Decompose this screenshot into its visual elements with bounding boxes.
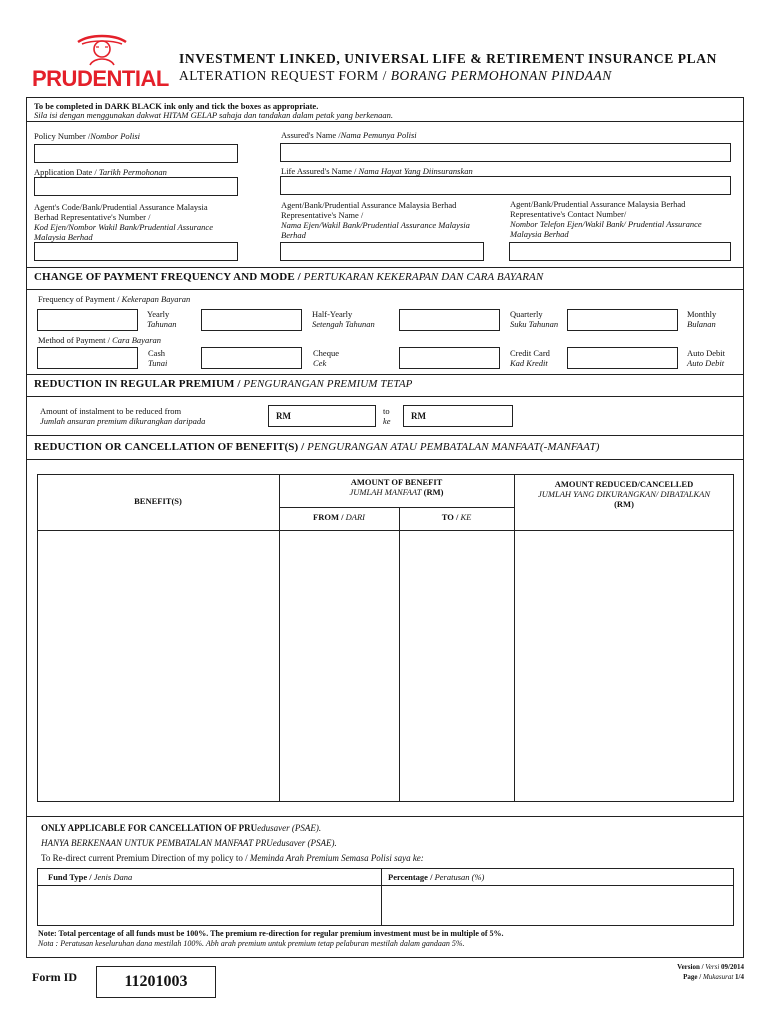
quarterly-my: Suku Tahunan — [510, 319, 559, 329]
from-column-header-en: FROM / — [313, 512, 344, 522]
redirect-label — [41, 853, 424, 863]
to-label — [383, 406, 391, 426]
amount-column-header — [279, 477, 514, 497]
version-label: Version / — [677, 963, 704, 971]
divider — [26, 267, 744, 268]
application-date-label-en: Application Date / — [34, 167, 97, 177]
agent-contact-label-my: Nombor Telefon Ejen/Wakil Bank/ Prudential Assurance Malaysia Berhad — [510, 219, 702, 239]
amount-reduced-label-my: Jumlah ansuran premium dikurangkan daripada — [40, 416, 206, 426]
version-label-my: Versi — [705, 963, 720, 971]
currency-prefix: RM — [411, 411, 426, 421]
reduction-section-title-en: REDUCTION IN REGULAR PREMIUM / — [34, 378, 241, 390]
payment-section-title-en: CHANGE OF PAYMENT FREQUENCY AND MODE / — [34, 271, 301, 283]
agent-code-label-en: Agent's Code/Bank/Prudential Assurance Malaysia Berhad Representative's Number / — [34, 202, 208, 222]
psae-product: edusaver (PSAE). — [257, 823, 322, 833]
psae-notice-en: ONLY APPLICABLE FOR CANCELLATION OF PRU — [41, 823, 258, 833]
application-date-label — [34, 167, 167, 177]
quarterly-en: Quarterly — [510, 309, 543, 319]
divider — [26, 459, 744, 460]
policy-number-label-en: Policy Number / — [34, 131, 91, 141]
form-id-label: Form ID — [32, 970, 77, 984]
life-assured-label — [281, 166, 473, 176]
instructions-my: Sila isi dengan menggunakan dakwat HITAM GELAP sahaja dan tandakan dalam petak yang berkenaan. — [34, 110, 394, 120]
fund-type-entry[interactable] — [38, 886, 381, 925]
cash-option-label — [148, 348, 167, 368]
to-entry-cell[interactable] — [400, 531, 514, 801]
cash-en: Cash — [148, 348, 165, 358]
divider — [26, 374, 744, 375]
agent-name-label — [281, 200, 476, 240]
auto-debit-option-label — [687, 348, 725, 368]
credit-card-my: Kad Kredit — [510, 358, 548, 368]
method-label-my: Cara Bayaran — [112, 335, 162, 345]
monthly-en: Monthly — [687, 309, 717, 319]
benefit-entry-cell[interactable] — [38, 531, 279, 801]
benefits-section-title-en: REDUCTION OR CANCELLATION OF BENEFIT(S) / — [34, 441, 305, 453]
version-value: 09/2014 — [721, 963, 744, 971]
form-title: INVESTMENT LINKED, UNIVERSAL LIFE & RETIREMENT INSURANCE PLAN — [179, 51, 717, 66]
reduction-section-title — [34, 378, 412, 390]
prudence-emblem-icon — [72, 30, 132, 66]
agent-code-label-my: Kod Ejen/Nombor Wakil Bank/Prudential Assurance Malaysia Berhad — [34, 222, 213, 242]
agent-code-field[interactable] — [34, 242, 238, 261]
yearly-en: Yearly — [147, 309, 170, 319]
monthly-option-label — [687, 309, 716, 329]
amount-column-rm: (RM) — [423, 487, 444, 497]
benefit-column-header: BENEFIT(S) — [134, 496, 182, 506]
redirect-label-my: Meminda Arah Premium Semasa Polisi saya ke: — [249, 853, 424, 863]
version-info — [677, 963, 744, 971]
amount-to-field[interactable] — [403, 405, 513, 427]
amount-reduced-label — [40, 406, 205, 426]
to-column-header — [399, 512, 514, 522]
frequency-label-en: Frequency of Payment / — [38, 294, 120, 304]
amount-reduced-label-en: Amount of instalment to be reduced from — [40, 406, 182, 416]
half-yearly-en: Half-Yearly — [312, 309, 353, 319]
form-id-box — [96, 966, 216, 998]
auto-debit-en: Auto Debit — [687, 348, 726, 358]
agent-code-label — [34, 202, 219, 242]
divider — [26, 816, 744, 817]
half-yearly-my: Setengah Tahunan — [312, 319, 375, 329]
half-yearly-option-label — [312, 309, 375, 329]
frequency-label-my: Kekerapan Bayaran — [121, 294, 191, 304]
divider — [26, 435, 744, 436]
reduction-section-title-my: PENGURANGAN PREMIUM TETAP — [240, 378, 413, 390]
assured-name-label — [281, 130, 417, 140]
cheque-en: Cheque — [313, 348, 339, 358]
psae-notice-my — [41, 838, 337, 848]
instructions-en: To be completed in DARK BLACK ink only and tick the boxes as appropriate. — [34, 101, 319, 111]
note-my: Nota : Peratusan keseluruhan dana mestilah 100%. Abh arah premium untuk premium tetap pelaburan mestilah dalam gandaan 5%. — [38, 939, 465, 948]
cheque-checkbox[interactable] — [201, 347, 302, 369]
to-my: ke — [383, 416, 391, 426]
policy-number-field[interactable] — [34, 144, 238, 163]
payment-section-title — [34, 271, 543, 283]
assured-name-field[interactable] — [280, 143, 731, 162]
divider — [26, 396, 744, 397]
credit-card-option-label — [510, 348, 550, 368]
amount-from-field[interactable] — [268, 405, 376, 427]
divider — [26, 121, 744, 122]
subtitle-my: BORANG PERMOHONAN PINDAAN — [386, 68, 612, 83]
application-date-field[interactable] — [34, 177, 238, 196]
percentage-header-my: Peratusan (%) — [434, 872, 485, 882]
page-label: Page / — [683, 973, 702, 981]
agent-name-label-my: Nama Ejen/Wakil Bank/Prudential Assurance Malaysia Berhad — [281, 220, 470, 240]
yearly-my: Tahunan — [147, 319, 177, 329]
agent-contact-label — [510, 199, 735, 239]
quarterly-option-label — [510, 309, 558, 329]
credit-card-en: Credit Card — [510, 348, 550, 358]
credit-card-checkbox[interactable] — [399, 347, 500, 369]
fund-type-header — [48, 872, 132, 882]
monthly-my: Bulanan — [687, 319, 716, 329]
monthly-checkbox[interactable] — [567, 309, 678, 331]
amount-column-header-my-text: JUMLAH MANFAAT — [349, 487, 422, 497]
psae-product-my: edusaver (PSAE). — [272, 838, 337, 848]
psae-notice-my-text: HANYA BERKENAAN UNTUK PEMBATALAN MANFAAT PRU — [41, 838, 273, 848]
page-label-my: Mukasurat — [702, 973, 734, 981]
amount-column-header-my — [279, 487, 514, 497]
brand-name: PRUDENTIAL — [32, 66, 169, 91]
note-en: Note: Total percentage of all funds must be 100%. The premium re-direction for regular premium investment must be in multiple of 5%. — [38, 929, 504, 938]
life-assured-label-my: Nama Hayat Yang Diinsuranskan — [358, 166, 473, 176]
form-subtitle — [179, 68, 612, 84]
quarterly-checkbox[interactable] — [399, 309, 500, 331]
agent-contact-field[interactable] — [509, 242, 731, 261]
agent-name-field[interactable] — [280, 242, 484, 261]
policy-number-label-my: Nombor Polisi — [90, 131, 141, 141]
reduced-column-rm: (RM) — [614, 499, 634, 509]
from-column-header-my: DARI — [345, 512, 365, 522]
benefits-section-title-my: PENGURANGAN ATAU PEMBATALAN MANFAAT(-MANFAAT) — [304, 441, 600, 453]
page-value: 1/4 — [735, 973, 744, 981]
method-label-en: Method of Payment / — [38, 335, 111, 345]
redirect-label-en: To Re-direct current Premium Direction of my policy to / — [41, 853, 248, 863]
percentage-header — [388, 872, 484, 882]
from-column-header — [279, 512, 399, 522]
to-column-header-my: KE — [460, 512, 472, 522]
reduced-entry-cell[interactable] — [515, 531, 733, 801]
benefits-section-title — [34, 441, 600, 453]
half-yearly-checkbox[interactable] — [201, 309, 302, 331]
fund-type-header-en: Fund Type / — [48, 872, 92, 882]
yearly-option-label — [147, 309, 176, 329]
life-assured-label-en: Life Assured's Name / — [281, 166, 357, 176]
cash-my: Tunai — [148, 358, 168, 368]
application-date-label-my: Tarikh Permohonan — [98, 167, 167, 177]
payment-section-title-my: PERTUKARAN KEKERAPAN DAN CARA BAYARAN — [300, 271, 544, 283]
subtitle-en: ALTERATION REQUEST FORM / — [179, 68, 387, 83]
policy-number-label — [34, 131, 140, 141]
reduced-column-header-en: AMOUNT REDUCED/CANCELLED — [554, 479, 694, 489]
agent-name-label-en: Agent/Bank/Prudential Assurance Malaysia Berhad Representative's Name / — [281, 200, 457, 220]
life-assured-field[interactable] — [280, 176, 731, 195]
fund-type-header-my: Jenis Dana — [93, 872, 133, 882]
percentage-entry[interactable] — [382, 886, 733, 925]
frequency-label — [38, 294, 190, 304]
psae-notice — [41, 823, 321, 833]
reduced-column-header — [522, 479, 726, 509]
to-en: to — [383, 406, 390, 416]
assured-name-label-my: Nama Pemunya Polisi — [340, 130, 417, 140]
amount-column-header-en: AMOUNT OF BENEFIT — [350, 477, 443, 487]
percentage-header-en: Percentage / — [388, 872, 433, 882]
form-id-value: 11201003 — [124, 973, 188, 990]
cash-checkbox[interactable] — [37, 347, 138, 369]
assured-name-label-en: Assured's Name / — [281, 130, 341, 140]
currency-prefix: RM — [276, 411, 291, 421]
company-logo — [30, 30, 170, 96]
agent-contact-label-en: Agent/Bank/Prudential Assurance Malaysia Berhad Representative's Contact Number/ — [510, 199, 686, 219]
from-entry-cell[interactable] — [280, 531, 399, 801]
method-label — [38, 335, 161, 345]
to-column-header-en: TO / — [441, 512, 459, 522]
row-divider — [279, 507, 514, 508]
cheque-option-label — [313, 348, 339, 368]
yearly-checkbox[interactable] — [37, 309, 138, 331]
page-info — [683, 973, 744, 981]
auto-debit-checkbox[interactable] — [567, 347, 678, 369]
divider — [26, 289, 744, 290]
auto-debit-my: Auto Debit — [687, 358, 725, 368]
reduced-column-header-my: JUMLAH YANG DIKURANGKAN/ DIBATALKAN — [537, 489, 710, 499]
cheque-my: Cek — [313, 358, 327, 368]
